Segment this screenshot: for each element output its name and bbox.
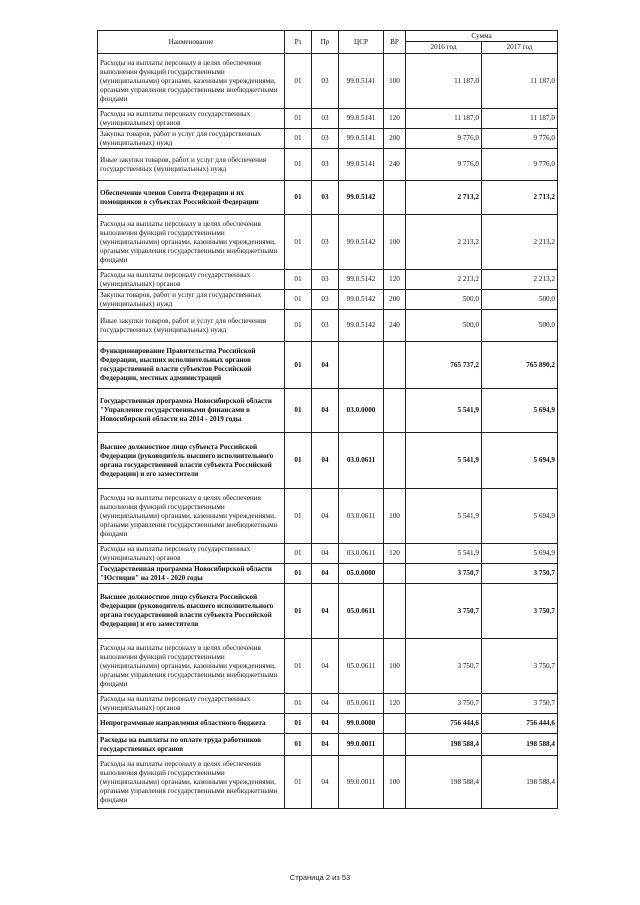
cell-name: Расходы на выплаты по оплате труда работников государственных органов	[98, 734, 285, 756]
table-row	[98, 54, 558, 109]
cell-csr: 99.0.0011	[339, 734, 384, 756]
cell-sum-2016: 5 541,9	[406, 489, 482, 544]
table-row	[98, 109, 558, 129]
cell-sum-2016: 3 750,7	[406, 694, 482, 714]
cell-vr: 240	[384, 310, 406, 342]
cell-csr: 99.0.0000	[339, 714, 384, 734]
cell-pr: 03	[312, 310, 339, 342]
cell-sum-2016: 500,0	[406, 290, 482, 310]
cell-name: Обеспечение членов Совета Федерации и их помощников в субъектах Российской Федерации	[98, 181, 285, 215]
cell-sum-2016: 3 750,7	[406, 564, 482, 584]
cell-sum-2016: 765 737,2	[406, 342, 482, 389]
cell-vr: 100	[384, 756, 406, 809]
cell-vr: 100	[384, 215, 406, 270]
cell-csr: 99.0.5142	[339, 290, 384, 310]
cell-vr	[384, 342, 406, 389]
cell-pr: 03	[312, 181, 339, 215]
table-row	[98, 342, 558, 389]
cell-rz: 01	[285, 290, 312, 310]
cell-csr: 99.0.5142	[339, 181, 384, 215]
cell-sum-2017: 11 187,0	[482, 109, 558, 129]
cell-rz: 01	[285, 181, 312, 215]
cell-name: Государственная программа Новосибирской области "Юстиция" на 2014 - 2020 годы	[98, 564, 285, 584]
cell-vr: 200	[384, 290, 406, 310]
cell-rz: 01	[285, 584, 312, 639]
cell-sum-2017: 9 776,0	[482, 149, 558, 181]
cell-name: Расходы на выплаты персоналу в целях обеспечения выполнения функций государственными (муниципальными) органами, казенными учреждениями, органами управления государственными внебюджетными фондами	[98, 489, 285, 544]
table-row	[98, 734, 558, 756]
table-row	[98, 149, 558, 181]
header-pr: Пр	[312, 31, 339, 54]
cell-sum-2017: 2 213,2	[482, 270, 558, 290]
cell-rz: 01	[285, 564, 312, 584]
cell-name: Расходы на выплаты персоналу государственных (муниципальных) органов	[98, 694, 285, 714]
cell-sum-2016: 198 588,4	[406, 734, 482, 756]
cell-name: Расходы на выплаты персоналу государственных (муниципальных) органов	[98, 544, 285, 564]
cell-csr: 05.0.0000	[339, 564, 384, 584]
cell-csr: 99.0.5142	[339, 270, 384, 290]
cell-csr: 99.0.5141	[339, 149, 384, 181]
cell-vr: 120	[384, 694, 406, 714]
cell-vr	[384, 389, 406, 433]
cell-rz: 01	[285, 270, 312, 290]
cell-sum-2017: 756 444,6	[482, 714, 558, 734]
cell-sum-2016: 5 541,9	[406, 433, 482, 489]
table-row	[98, 694, 558, 714]
cell-sum-2017: 5 694,9	[482, 544, 558, 564]
cell-csr	[339, 342, 384, 389]
cell-vr: 200	[384, 129, 406, 149]
cell-vr	[384, 433, 406, 489]
cell-sum-2017: 198 588,4	[482, 756, 558, 809]
cell-pr: 04	[312, 564, 339, 584]
cell-sum-2017: 500,0	[482, 310, 558, 342]
cell-sum-2016: 2 213,2	[406, 270, 482, 290]
header-year-2017: 2017 год	[482, 42, 558, 54]
cell-rz: 01	[285, 694, 312, 714]
cell-csr: 99.0.5141	[339, 109, 384, 129]
cell-name: Функционирование Правительства Российской Федерации, высших исполнительных органов государственной власти субъектов Российской Федерации, местных администраций	[98, 342, 285, 389]
cell-sum-2017: 2 713,2	[482, 181, 558, 215]
cell-sum-2017: 5 694,9	[482, 433, 558, 489]
cell-pr: 04	[312, 489, 339, 544]
table-row	[98, 564, 558, 584]
cell-vr: 120	[384, 270, 406, 290]
cell-pr: 03	[312, 149, 339, 181]
cell-vr: 100	[384, 489, 406, 544]
cell-csr: 99.0.5141	[339, 54, 384, 109]
cell-vr	[384, 714, 406, 734]
cell-name: Высшее должностное лицо субъекта Российской Федерации (руководитель высшего исполнительного органа государственной власти субъекта Российской Федерации) и его заместители	[98, 433, 285, 489]
cell-pr: 04	[312, 544, 339, 564]
table-row	[98, 489, 558, 544]
cell-pr: 04	[312, 342, 339, 389]
cell-sum-2016: 11 187,0	[406, 54, 482, 109]
cell-pr: 03	[312, 54, 339, 109]
cell-name: Иные закупки товаров, работ и услуг для обеспечения государственных (муниципальных) нужд	[98, 310, 285, 342]
header-csr: ЦСР	[339, 31, 384, 54]
cell-name: Расходы на выплаты персоналу в целях обеспечения выполнения функций государственными (муниципальными) органами, казенными учреждениями, органами управления государственными внебюджетными фондами	[98, 54, 285, 109]
table-row	[98, 181, 558, 215]
cell-csr: 03.0.0000	[339, 389, 384, 433]
cell-csr: 99.0.5142	[339, 215, 384, 270]
cell-vr: 100	[384, 639, 406, 694]
cell-sum-2017: 9 776,0	[482, 129, 558, 149]
table-row	[98, 433, 558, 489]
cell-rz: 01	[285, 714, 312, 734]
table-row	[98, 129, 558, 149]
cell-rz: 01	[285, 734, 312, 756]
cell-pr: 04	[312, 584, 339, 639]
header-name: Наименование	[98, 31, 285, 54]
cell-name: Расходы на выплаты персоналу в целях обеспечения выполнения функций государственными (муниципальными) органами, казенными учреждениями, органами управления государственными внебюджетными фондами	[98, 756, 285, 809]
cell-name: Расходы на выплаты персоналу государственных (муниципальных) органов	[98, 270, 285, 290]
cell-rz: 01	[285, 149, 312, 181]
cell-name: Расходы на выплаты персоналу в целях обеспечения выполнения функций государственными (муниципальными) органами, казенными учреждениями, органами управления государственными внебюджетными фондами	[98, 639, 285, 694]
cell-rz: 01	[285, 109, 312, 129]
table-row	[98, 584, 558, 639]
cell-pr: 04	[312, 756, 339, 809]
cell-csr: 05.0.0611	[339, 584, 384, 639]
cell-rz: 01	[285, 639, 312, 694]
cell-rz: 01	[285, 389, 312, 433]
cell-csr: 03.0.0611	[339, 544, 384, 564]
cell-csr: 05.0.0611	[339, 694, 384, 714]
cell-sum-2017: 2 213,2	[482, 215, 558, 270]
cell-vr: 100	[384, 54, 406, 109]
cell-vr: 240	[384, 149, 406, 181]
cell-rz: 01	[285, 129, 312, 149]
cell-csr: 99.0.5142	[339, 310, 384, 342]
cell-sum-2016: 5 541,9	[406, 389, 482, 433]
cell-rz: 01	[285, 342, 312, 389]
cell-pr: 04	[312, 714, 339, 734]
cell-pr: 03	[312, 109, 339, 129]
cell-sum-2017: 765 890,2	[482, 342, 558, 389]
table-header	[98, 31, 558, 54]
budget-table	[97, 30, 558, 809]
table-row	[98, 639, 558, 694]
cell-rz: 01	[285, 54, 312, 109]
cell-csr: 99.0.0011	[339, 756, 384, 809]
cell-name: Государственная программа Новосибирской области "Управление государственными финансами в Новосибирской области на 2014 - 2019 годы	[98, 389, 285, 433]
cell-csr: 05.0.0611	[339, 639, 384, 694]
cell-pr: 04	[312, 433, 339, 489]
cell-rz: 01	[285, 756, 312, 809]
cell-pr: 03	[312, 290, 339, 310]
cell-sum-2016: 3 750,7	[406, 639, 482, 694]
header-rz: Рз	[285, 31, 312, 54]
cell-sum-2016: 2 213,2	[406, 215, 482, 270]
cell-vr	[384, 734, 406, 756]
table-row	[98, 270, 558, 290]
table-row	[98, 389, 558, 433]
cell-pr: 04	[312, 734, 339, 756]
cell-name: Высшее должностное лицо субъекта Российской Федерации (руководитель высшего исполнительного органа государственной власти субъекта Российской Федерации) и его заместители	[98, 584, 285, 639]
cell-name: Непрограммные направления областного бюджета	[98, 714, 285, 734]
cell-sum-2016: 11 187,0	[406, 109, 482, 129]
table-row	[98, 215, 558, 270]
cell-vr	[384, 181, 406, 215]
cell-sum-2016: 2 713,2	[406, 181, 482, 215]
cell-name: Закупка товаров, работ и услуг для государственных (муниципальных) нужд	[98, 129, 285, 149]
cell-sum-2016: 756 444,6	[406, 714, 482, 734]
cell-vr	[384, 564, 406, 584]
table-row	[98, 756, 558, 809]
header-year-2016: 2016 год	[406, 42, 482, 54]
cell-vr: 120	[384, 544, 406, 564]
header-sum: Сумма	[406, 31, 558, 42]
cell-pr: 04	[312, 389, 339, 433]
table-row	[98, 290, 558, 310]
cell-sum-2017: 3 750,7	[482, 639, 558, 694]
cell-sum-2016: 198 588,4	[406, 756, 482, 809]
cell-csr: 03.0.0611	[339, 489, 384, 544]
cell-rz: 01	[285, 433, 312, 489]
page-footer: Страница 2 из 53	[289, 873, 351, 882]
table-row	[98, 310, 558, 342]
cell-sum-2017: 3 750,7	[482, 584, 558, 639]
cell-sum-2017: 500,0	[482, 290, 558, 310]
cell-sum-2017: 198 588,4	[482, 734, 558, 756]
table-row	[98, 714, 558, 734]
cell-sum-2017: 11 187,0	[482, 54, 558, 109]
cell-sum-2017: 3 750,7	[482, 694, 558, 714]
cell-rz: 01	[285, 489, 312, 544]
budget-sheet	[97, 30, 557, 809]
cell-sum-2017: 5 694,9	[482, 489, 558, 544]
table-row	[98, 544, 558, 564]
cell-sum-2016: 500,0	[406, 310, 482, 342]
cell-vr: 120	[384, 109, 406, 129]
cell-sum-2016: 3 750,7	[406, 584, 482, 639]
cell-rz: 01	[285, 544, 312, 564]
cell-sum-2016: 5 541,9	[406, 544, 482, 564]
cell-vr	[384, 584, 406, 639]
cell-name: Расходы на выплаты персоналу государственных (муниципальных) органов	[98, 109, 285, 129]
cell-name: Расходы на выплаты персоналу в целях обеспечения выполнения функций государственными (муниципальными) органами, казенными учреждениями, органами управления государственными внебюджетными фондами	[98, 215, 285, 270]
cell-name: Закупка товаров, работ и услуг для государственных (муниципальных) нужд	[98, 290, 285, 310]
cell-csr: 03.0.0611	[339, 433, 384, 489]
cell-sum-2016: 9 776,0	[406, 149, 482, 181]
cell-rz: 01	[285, 310, 312, 342]
cell-sum-2017: 3 750,7	[482, 564, 558, 584]
table-body	[98, 54, 558, 809]
header-vr: ВР	[384, 31, 406, 54]
cell-rz: 01	[285, 215, 312, 270]
cell-pr: 03	[312, 129, 339, 149]
cell-sum-2017: 5 694,9	[482, 389, 558, 433]
cell-pr: 03	[312, 270, 339, 290]
cell-name: Иные закупки товаров, работ и услуг для обеспечения государственных (муниципальных) нужд	[98, 149, 285, 181]
cell-sum-2016: 9 776,0	[406, 129, 482, 149]
cell-csr: 99.0.5141	[339, 129, 384, 149]
cell-pr: 04	[312, 694, 339, 714]
cell-pr: 03	[312, 215, 339, 270]
cell-pr: 04	[312, 639, 339, 694]
